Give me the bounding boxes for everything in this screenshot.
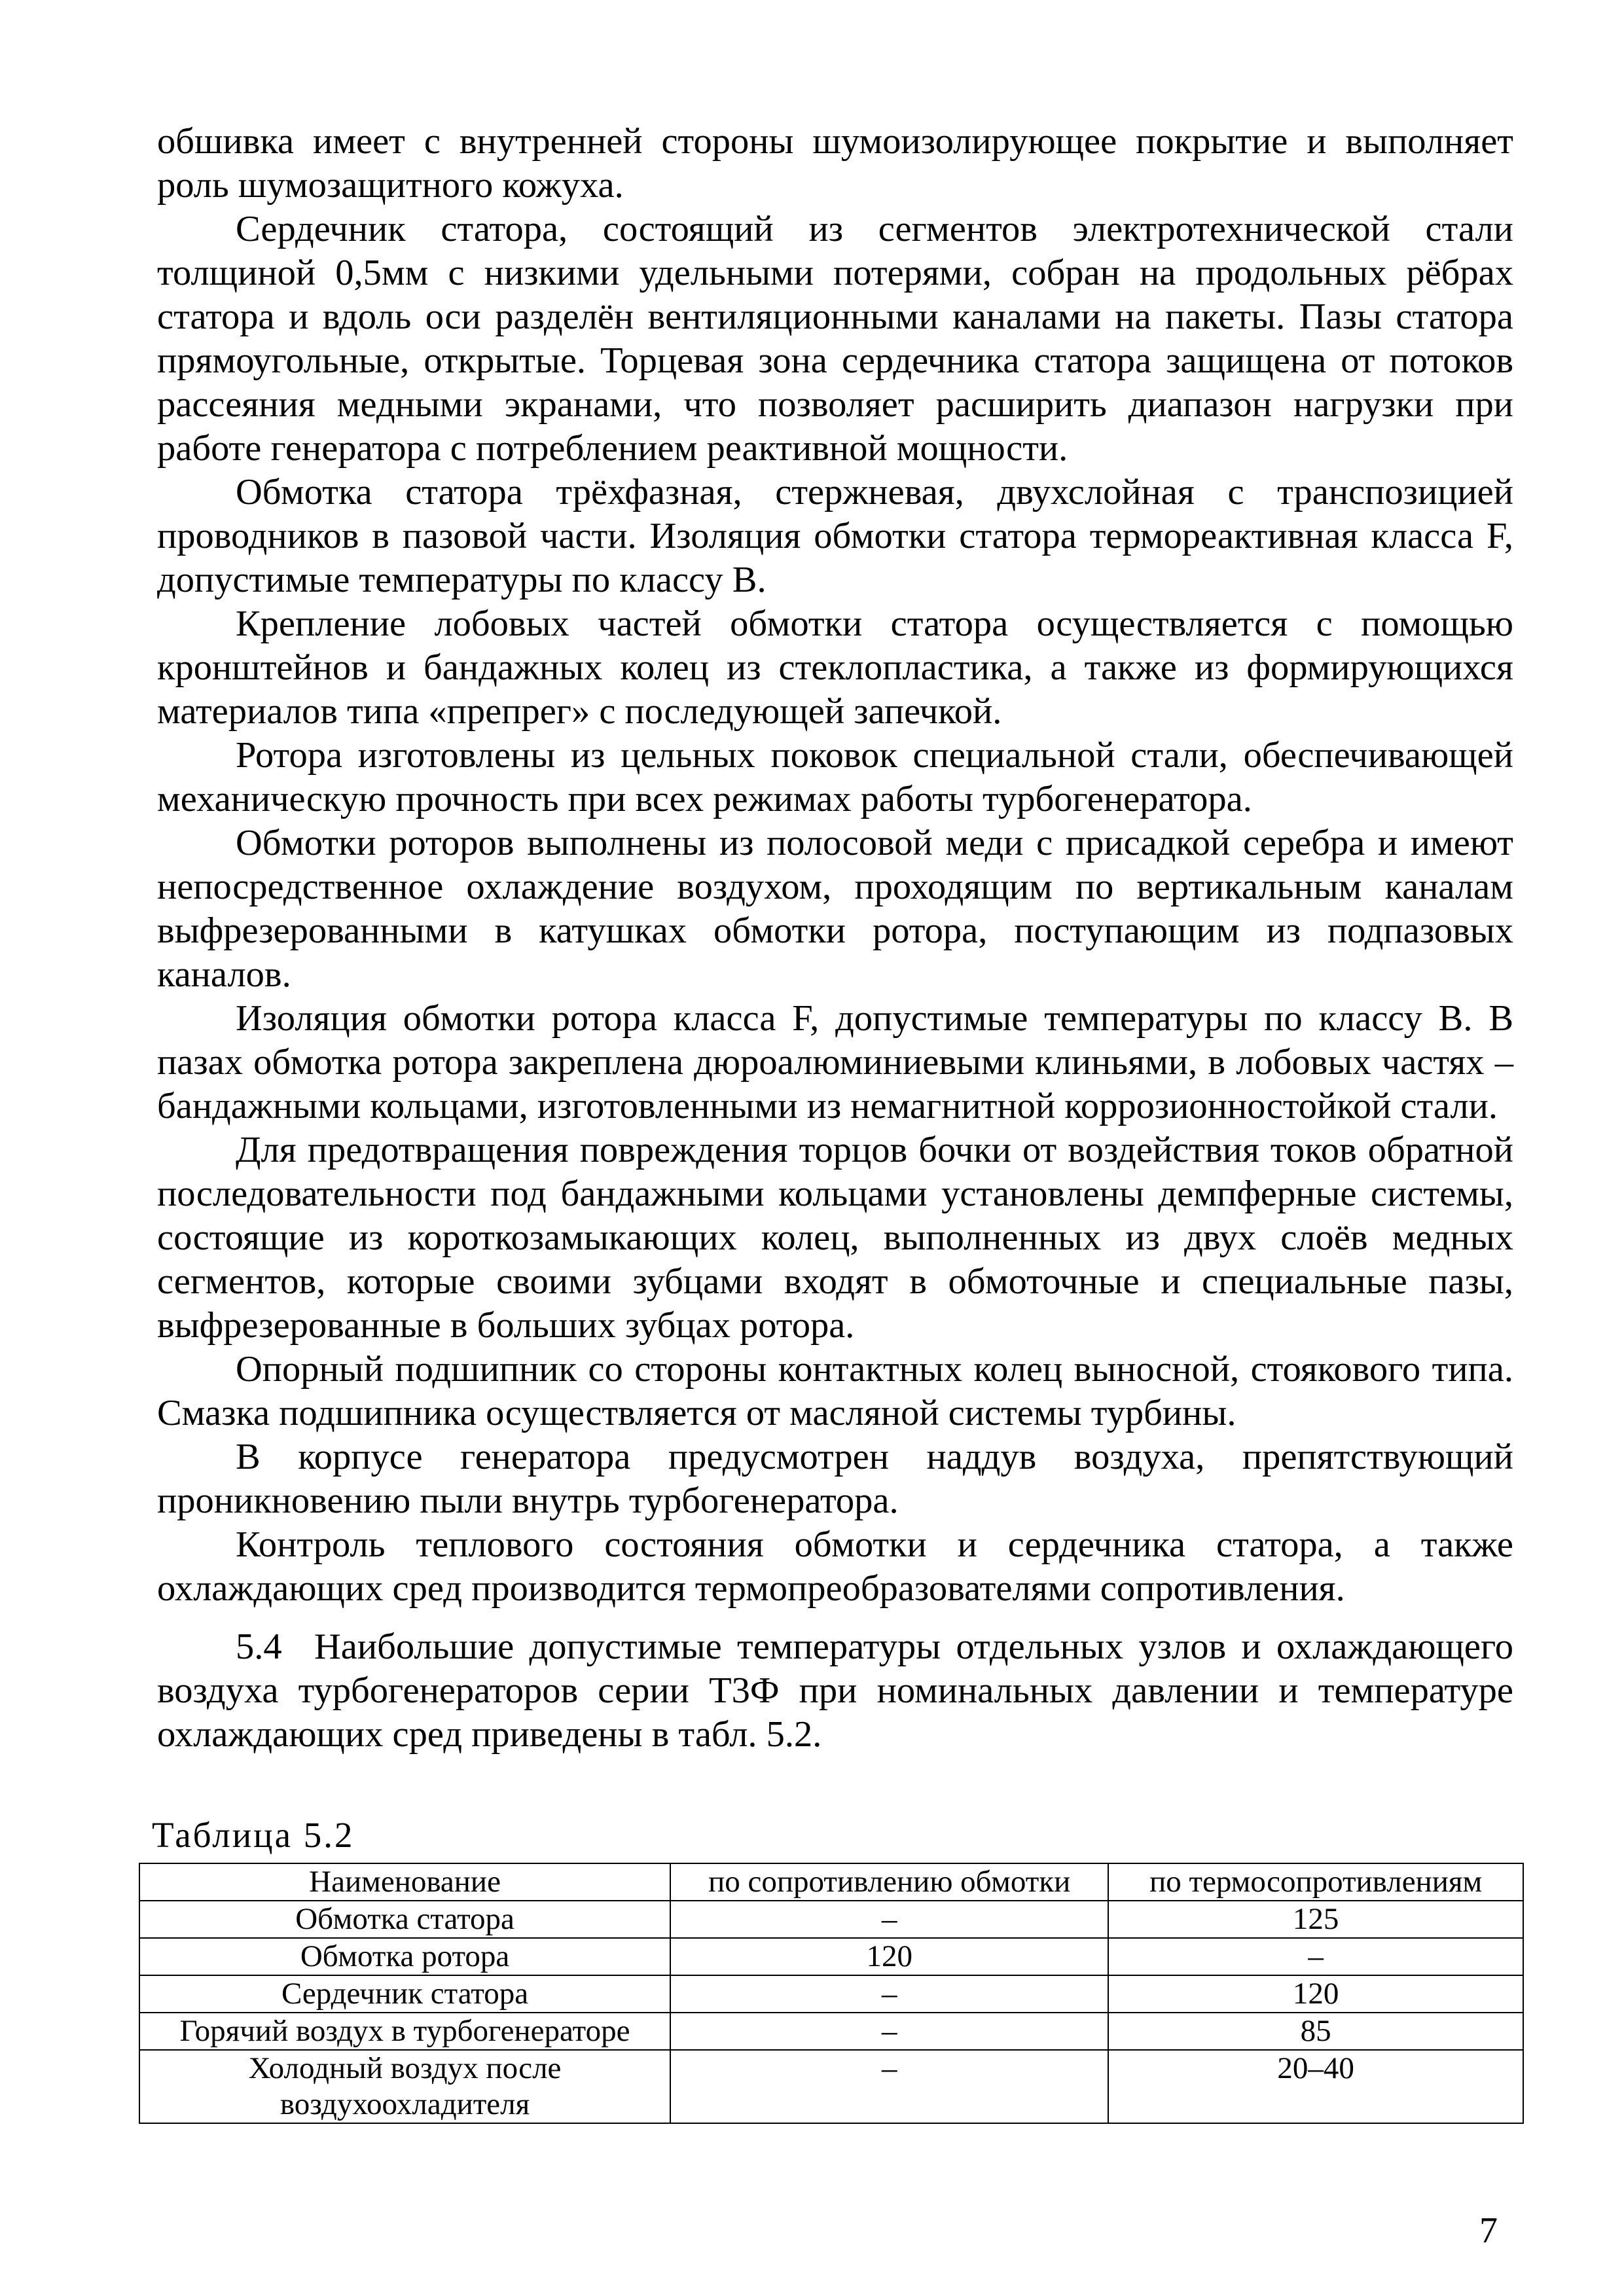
body-text	[157, 120, 1513, 1757]
paragraph: Изоляция обмотки ротора класса F, допустимые температуры по классу В. В пазах обмотка ротора закреплена дюроалюминиевыми клиньями, в лобовых частях – бандажными кольцами, изготовленными из немагнитной коррозионностойкой стали.	[157, 998, 1513, 1126]
table-row	[139, 1901, 1523, 1938]
column-header: по термосопротивлениям	[1108, 1863, 1523, 1901]
table-caption: Таблица 5.2	[152, 1815, 355, 1855]
column-header: по сопротивлению обмотки	[670, 1863, 1108, 1901]
paragraph: Обмотки роторов выполнены из полосовой меди с присадкой серебра и имеют непосредственное охлаждение воздухом, проходящим по вертикальным каналам выфрезерованными в катушках обмотки ротора, поступающим из подпазовых каналов.	[157, 823, 1513, 995]
paragraph: обшивка имеет с внутренней стороны шумоизолирующее покрытие и выполняет роль шумозащитного кожуха.	[157, 121, 1513, 206]
table-row	[139, 2050, 1523, 2123]
section-paragraph	[157, 1625, 1513, 1757]
table-cell: –	[670, 2013, 1108, 2050]
paragraph: Для предотвращения повреждения торцов бочки от воздействия токов обратной последовательности под бандажными кольцами установлены демпферные системы, состоящие из короткозамыкающих колец, выполненных из двух слоёв медных сегментов, которые своими зубцами входят в обмоточные и специальные пазы, выфрезерованные в больших зубцах ротора.	[157, 1130, 1513, 1346]
paragraph: Обмотка статора трёхфазная, стержневая, двухслойная с транспозицией проводников в пазовой части. Изоляция обмотки статора термореактивная класса F, допустимые температуры по классу В.	[157, 472, 1513, 600]
table-cell: Сердечник статора	[139, 1975, 670, 2013]
table-cell: 85	[1108, 2013, 1523, 2050]
table-cell: 20–40	[1108, 2050, 1523, 2123]
table-row	[139, 1938, 1523, 1975]
table-cell: 120	[1108, 1975, 1523, 2013]
section-number: 5.4	[236, 1626, 282, 1667]
paragraph: Ротора изготовлены из цельных поковок специальной стали, обеспечивающей механическую прочность при всех режимах работы турбогенератора.	[157, 735, 1513, 819]
page-number: 7	[1479, 2210, 1498, 2251]
table-cell: Обмотка ротора	[139, 1938, 670, 1975]
paragraph: В корпусе генератора предусмотрен наддув воздуха, препятствующий проникновению пыли внутрь турбогенератора.	[157, 1437, 1513, 1521]
table-header-row	[139, 1863, 1523, 1901]
table-cell: 120	[670, 1938, 1108, 1975]
temperature-table	[139, 1863, 1524, 2124]
table-cell: –	[670, 1975, 1108, 2013]
table-cell: –	[670, 1901, 1108, 1938]
table-cell: Горячий воздух в турбогенераторе	[139, 2013, 670, 2050]
paragraph: Крепление лобовых частей обмотки статора осуществляется с помощью кронштейнов и бандажных колец из стеклопластика, а также из формирующихся материалов типа «препрег» с последующей запечкой.	[157, 603, 1513, 732]
table-row	[139, 1975, 1523, 2013]
column-header: Наименование	[139, 1863, 670, 1901]
table-cell: 125	[1108, 1901, 1523, 1938]
table-row	[139, 2013, 1523, 2050]
table-cell: –	[1108, 1938, 1523, 1975]
paragraph: Сердечник статора, состоящий из сегментов электротехнической стали толщиной 0,5мм с низкими удельными потерями, собран на продольных рёбрах статора и вдоль оси разделён вентиляционными каналами на пакеты. Пазы статора прямоугольные, открытые. Торцевая зона сердечника статора защищена от потоков рассеяния медными экранами, что позволяет расширить диапазон нагрузки при работе генератора с потреблением реактивной мощности.	[157, 209, 1513, 469]
table-cell: Обмотка статора	[139, 1901, 670, 1938]
table-cell: Холодный воздух после воздухоохладителя	[139, 2050, 670, 2123]
paragraph: Контроль теплового состояния обмотки и сердечника статора, а также охлаждающих сред производится термопреобразователями сопротивления.	[157, 1524, 1513, 1609]
paragraph: Опорный подшипник со стороны контактных колец выносной, стоякового типа. Смазка подшипника осуществляется от масляной системы турбины.	[157, 1349, 1513, 1433]
section-text: Наибольшие допустимые температуры отдельных узлов и охлаждающего воздуха турбогенераторов серии Т3Ф при номинальных давлении и температуре охлаждающих сред приведены в табл. 5.2.	[157, 1626, 1513, 1755]
table-cell: –	[670, 2050, 1108, 2123]
